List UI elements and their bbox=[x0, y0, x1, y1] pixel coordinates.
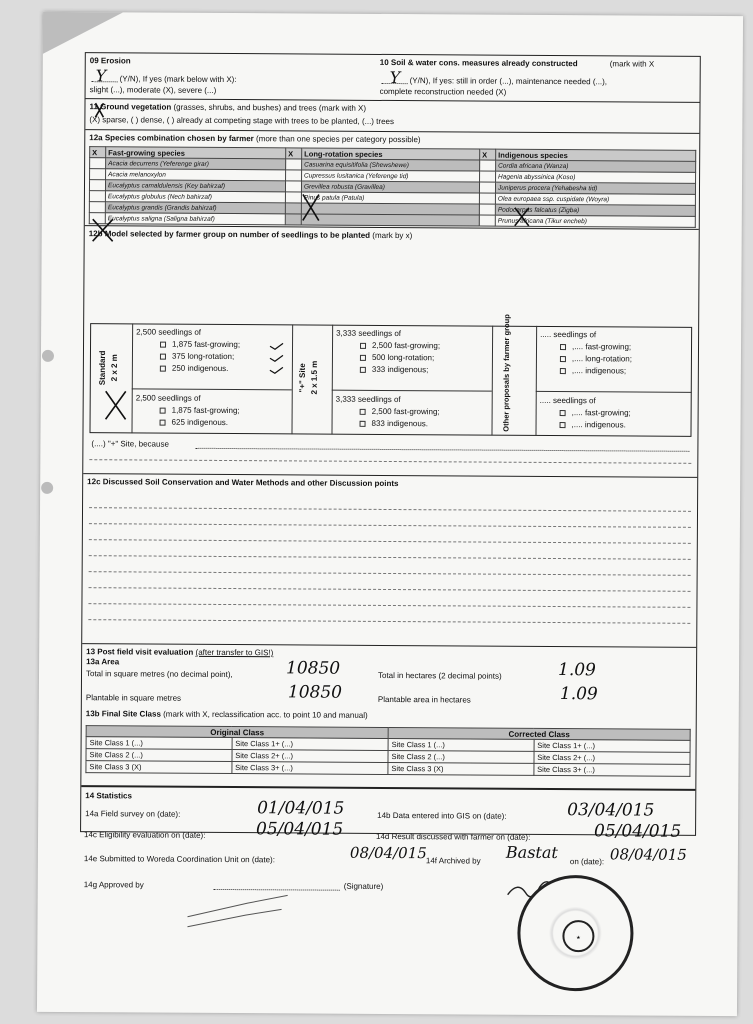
option-row[interactable]: 1,875 fast-growing; bbox=[160, 406, 240, 415]
signature-scribbles bbox=[37, 12, 743, 1016]
class-cell[interactable]: Site Class 2+ (...) bbox=[232, 750, 388, 763]
species-cell: Eucalyptus camaldulensis (Key bahirzaf) bbox=[105, 180, 285, 192]
erosion-yn-mark[interactable]: Y bbox=[95, 66, 107, 86]
option-row[interactable]: 833 indigenous. bbox=[360, 419, 429, 428]
species-cell: Prunus africana (Tikur encheb) bbox=[495, 215, 695, 227]
species-cell: Podocarpus falcatus (Zigba) bbox=[495, 204, 695, 216]
fast-growing-header: Fast-growing species bbox=[106, 147, 286, 159]
scanned-form-page: 09 Erosion Y (Y/N), If yes (mark below with X): slight (...), moderate (X), severe (...) 10 Soil & water cons. measures already constructed (mark with X Y (Y/N), If yes: still in order (...), maintenance needed (...), complete reconstruction needed (X) 11 Ground vegetation (grasses, shrubs, and bushes) and trees (mark with X) (X) sparse, ( ) dense, ( ) already at competing stage with trees to be planted, (...) trees 12a Species combination chosen by farmer (more than one species per category possible) X Fast-growing species X Long-rotation species X Indigenous species Acacia decurrens (Yeferenge girar) Casuarina equisitifolia (Shewshewe) Cordia africana (Wanza) Acacia melanoxylon Cupressus lusitanica (Yeferenge tid) Hagenia abyssinica (Koso) Eucalyptus camaldulensis (Key bahirzaf) Grevillea robusta (Gravillea) Juniperus procera (Yehabesha tid) Eucalyptus globulus (Nech bahirzaf) Pinus patula (Patula) Olea europaea ssp. cuspidate (Woyra) Eucalyptus grandis (Grandis bahirzaf) Podocarpus falcatus (Zigba) Eucalyptus saligna (Saligna bahirzaf) Prunus africana (Tikur encheb) 12b Model selected by farmer group on number of seedlings to be planted (mark by x) Standard 2 x 2 m "+" Site 2 x 1.5 m Other proposals by farmer group 2,500 seedlings of 1,875 fast-growing; 375 long-rotation; 250 indigenous. 2,500 seedlings of 1,875 fast-growing; 625 indigenous. 3,333 seedlings of 2,500 fast-growing; 500 long-rotation; 333 indigenous; 3,333 seedlings of 2,500 fast-growing; 833 indigenous. ..... seedlings of ,.... fast-growing; ,.... long-rotation; ,.... indigenous; ..... seedlings of ,.... fast-growing; ,.... indigenous. (....) "+" Site, because 12c Discussed Soil Conservation and Water Methods and other Discussion points 13 Post field visit evaluation (after transfer to GIS!) 13a Area Total in square metres (no decimal point), 10850 Total in hectares (2 decimal points) 1.09 Plantable in square metres 10850 Plantable area in hectares 1.09 13b Final Site Class (mark with X, reclassification acc. to point 10 and manual) Original Class Corrected Class Site Class 1 (...) Site Class 1+ (...) Site Class 1 (...) Site Class 1+ (...) Site Class 2 (...) Site Class 2+ (...) Site Class 2 (...) Site Class 2+ (...) Site Class 3 (X) Site Class 3+ (...) Site Class 3 (X) Site Class 3+ (...) 14 Statistics 14a Field survey on (date): 01/04/015 14b Data entered into GIS on (date): 03/04/015 14c Eligibility evaluation on (date): 05/04/015 14d Result discussed with farmer on (date): 05/04/015 14e Submitted to Woreda Coordination Unit on (date): 08/04/015 14f Archived by Bastat on (date): 08/04/015 14g Approved by (Signature) ★ bbox=[37, 12, 743, 1016]
erosion-yn-text: (Y/N), If yes (mark below with X): bbox=[119, 74, 237, 85]
class-cell[interactable]: Site Class 3+ (...) bbox=[232, 762, 388, 775]
species-table: X Fast-growing species X Long-rotation species X Indigenous species Acacia decurrens (Yeferenge girar) Casuarina equisitifolia (Shewshewe) Cordia africana (Wanza) Acacia melanoxylon Cupressus lusitanica (Yeferenge tid) Hagenia abyssinica (Koso) Eucalyptus camaldulensis (Key bahirzaf) Grevillea robusta (Gravillea) Juniperus procera (Yehabesha tid) Eucalyptus globulus (Nech bahirzaf) Pinus patula (Patula) Olea europaea ssp. cuspidate (Woyra) Eucalyptus grandis (Grandis bahirzaf) Podocarpus falcatus (Zigba) Eucalyptus saligna (Saligna bahirzaf) Prunus africana (Tikur encheb) bbox=[89, 146, 696, 228]
plus-site-because: (....) "+" Site, because bbox=[91, 439, 169, 449]
option-row[interactable]: 2,500 fast-growing; bbox=[360, 407, 440, 416]
archived-by-name[interactable]: Bastat bbox=[505, 842, 558, 863]
option-row[interactable]: ,.... indigenous. bbox=[560, 420, 626, 429]
section-10-title: 10 Soil & water cons. measures already constructed bbox=[379, 57, 578, 69]
species-cell: Cordia africana (Wanza) bbox=[496, 160, 696, 172]
total-sqm-value[interactable]: 10850 bbox=[285, 658, 341, 679]
class-cell[interactable]: Site Class 1+ (...) bbox=[534, 739, 690, 752]
class-cell[interactable]: Site Class 2+ (...) bbox=[534, 751, 690, 764]
species-cell: Eucalyptus grandis (Grandis bahirzaf) bbox=[105, 202, 285, 214]
original-class-header: Original Class bbox=[86, 726, 388, 739]
plus-site-label: "+" Site bbox=[297, 363, 307, 393]
section-14-title: 14 Statistics bbox=[85, 791, 133, 801]
species-cell: Eucalyptus globulus (Nech bahirzaf) bbox=[105, 191, 285, 203]
species-cell: Casuarina equisitifolia (Shewshewe) bbox=[302, 159, 480, 171]
option-row[interactable]: 1,875 fast-growing; bbox=[160, 340, 240, 349]
swc-yn-text: (Y/N), If yes: still in order (...), maintenance needed (...), bbox=[409, 76, 608, 87]
field-survey-date[interactable]: 01/04/015 bbox=[257, 798, 345, 819]
indigenous-header: Indigenous species bbox=[496, 149, 696, 161]
corrected-class-header: Corrected Class bbox=[388, 727, 690, 740]
species-cell: Cupressus lusitanica (Yeferenge tid) bbox=[302, 170, 480, 182]
species-cell: Grevillea robusta (Gravillea) bbox=[301, 181, 479, 193]
other-proposals-label: Other proposals by farmer group bbox=[501, 314, 512, 432]
species-cell: Pinus patula (Patula) bbox=[301, 192, 479, 204]
option-row[interactable]: ,.... long-rotation; bbox=[560, 354, 632, 363]
section-12a-title: 12a Species combination chosen by farmer bbox=[89, 133, 254, 144]
gis-entry-date[interactable]: 03/04/015 bbox=[567, 800, 655, 821]
form-frame: 09 Erosion Y (Y/N), If yes (mark below with X): slight (...), moderate (X), severe (...) 10 Soil & water cons. measures already constructed (mark with X Y (Y/N), If yes: still in order (...), maintenance needed (...), complete reconstruction needed (X) 11 Ground vegetation (grasses, shrubs, and bushes) and trees (mark with X) (X) sparse, ( ) dense, ( ) already at competing stage with trees to be planted, (...) trees 12a Species combination chosen by farmer (more than one species per category possible) X Fast-growing species X Long-rotation species X Indigenous species Acacia decurrens (Yeferenge girar) Casuarina equisitifolia (Shewshewe) Cordia africana (Wanza) Acacia melanoxylon Cupressus lusitanica (Yeferenge tid) Hagenia abyssinica (Koso) Eucalyptus camaldulensis (Key bahirzaf) Grevillea robusta (Gravillea) Juniperus procera (Yehabesha tid) Eucalyptus globulus (Nech bahirzaf) Pinus patula (Patula) Olea europaea ssp. cuspidate (Woyra) Eucalyptus grandis (Grandis bahirzaf) Podocarpus falcatus (Zigba) Eucalyptus saligna (Saligna bahirzaf) Prunus africana (Tikur encheb) 12b Model selected by farmer group on number of seedlings to be planted (mark by x) Standard 2 x 2 m "+" Site 2 x 1.5 m Other proposals by farmer group 2,500 seedlings of 1,875 fast-growing; 375 long-rotation; 250 indigenous. 2,500 seedlings of 1,875 fast-growing; 625 indigenous. 3,333 seedlings of 2,500 fast-growing; 500 long-rotation; 333 indigenous; 3,333 seedlings of 2,500 fast-growing; 833 indigenous. ..... seedlings of ,.... fast-growing; ,.... long-rotation; ,.... indigenous; ..... seedlings of ,.... fast-growing; ,.... indigenous. (....) "+" Site, because 12c Discussed Soil Conservation and Water Methods and other Discussion points 13 Post field visit evaluation (after transfer to GIS!) 13a Area Total in square metres (no decimal point), 10850 Total in hectares (2 decimal points) 1.09 Plantable in square metres 10850 Plantable area in hectares 1.09 13b Final Site Class (mark with X, reclassification acc. to point 10 and manual) Original Class Corrected Class Site Class 1 (...) Site Class 1+ (...) Site Class 1 (...) Site Class 1+ (...) Site Class 2 (...) Site Class 2+ (...) Site Class 2 (...) Site Class 2+ (...) Site Class 3 (X) Site Class 3+ (...) Site Class 3 (X) Site Class 3+ (...) 14 Statistics 14a Field survey on (date): 01/04/015 14b Data entered into GIS on (date): 03/04/015 bbox=[80, 52, 701, 836]
option-row[interactable]: 333 indigenous; bbox=[360, 365, 429, 374]
option-row[interactable]: 375 long-rotation; bbox=[160, 352, 234, 361]
submitted-date[interactable]: 08/04/015 bbox=[349, 843, 427, 863]
official-stamp bbox=[517, 875, 634, 992]
plantable-sqm-value[interactable]: 10850 bbox=[287, 682, 343, 703]
species-cell: Olea europaea ssp. cuspidate (Woyra) bbox=[495, 193, 695, 205]
option-row[interactable]: ,.... fast-growing; bbox=[560, 342, 631, 351]
stamp-emblem: ★ bbox=[562, 920, 594, 952]
standard-label: Standard bbox=[97, 350, 107, 386]
archived-date[interactable]: 08/04/015 bbox=[609, 845, 687, 864]
section-13-title: 13 Post field visit evaluation bbox=[86, 647, 194, 657]
option-row[interactable]: ,.... fast-growing; bbox=[560, 408, 631, 417]
site-class-title: 13b Final Site Class bbox=[85, 709, 161, 719]
section-12c-title: 12c Discussed Soil Conservation and Water Methods and other Discussion points bbox=[87, 477, 399, 489]
class-cell[interactable]: Site Class 3+ (...) bbox=[534, 763, 690, 776]
class-cell[interactable]: Site Class 3 (X) bbox=[388, 762, 534, 775]
species-cell: Acacia melanoxylon bbox=[106, 169, 286, 181]
section-12b-title: 12b Model selected by farmer group on number of seedlings to be planted bbox=[88, 229, 371, 240]
section-09-title: 09 Erosion bbox=[89, 56, 131, 66]
class-cell[interactable]: Site Class 3 (X) bbox=[86, 761, 232, 774]
long-rotation-header: Long-rotation species bbox=[302, 148, 480, 160]
class-cell[interactable]: Site Class 1 (...) bbox=[388, 738, 534, 751]
section-11-title: 11 Ground vegetation bbox=[89, 102, 172, 112]
erosion-levels: slight (...), moderate (X), severe (...) bbox=[89, 85, 217, 95]
species-cell: Juniperus procera (Yehabesha tid) bbox=[495, 182, 695, 194]
species-cell: Hagenia abyssinica (Koso) bbox=[496, 171, 696, 183]
area-title: 13a Area bbox=[86, 657, 120, 667]
species-cell: Eucalyptus saligna (Saligna bahirzaf) bbox=[105, 213, 285, 225]
option-row[interactable]: 2,500 fast-growing; bbox=[360, 341, 440, 350]
option-row[interactable]: 500 long-rotation; bbox=[360, 353, 434, 362]
option-row[interactable]: ,.... indigenous; bbox=[560, 366, 626, 375]
eligibility-date[interactable]: 05/04/015 bbox=[256, 819, 344, 840]
option-row[interactable]: 625 indigenous. bbox=[160, 418, 229, 427]
class-cell[interactable]: Site Class 1+ (...) bbox=[232, 738, 388, 751]
option-row[interactable]: 250 indigenous. bbox=[160, 364, 229, 373]
class-cell[interactable]: Site Class 1 (...) bbox=[86, 737, 232, 750]
class-cell[interactable]: Site Class 2 (...) bbox=[388, 750, 534, 763]
vegetation-options: (X) sparse, ( ) dense, ( ) already at competing stage with trees to be planted, (...) trees bbox=[89, 115, 395, 127]
swc-line2: complete reconstruction needed (X) bbox=[379, 86, 507, 97]
plantable-ha-value[interactable]: 1.09 bbox=[559, 684, 598, 705]
species-cell: Acacia decurrens (Yeferenge girar) bbox=[106, 158, 286, 170]
class-cell[interactable]: Site Class 2 (...) bbox=[86, 749, 232, 762]
total-ha-value[interactable]: 1.09 bbox=[557, 660, 596, 681]
discussed-date[interactable]: 05/04/015 bbox=[594, 821, 682, 842]
swc-yn-mark[interactable]: Y bbox=[389, 67, 401, 88]
